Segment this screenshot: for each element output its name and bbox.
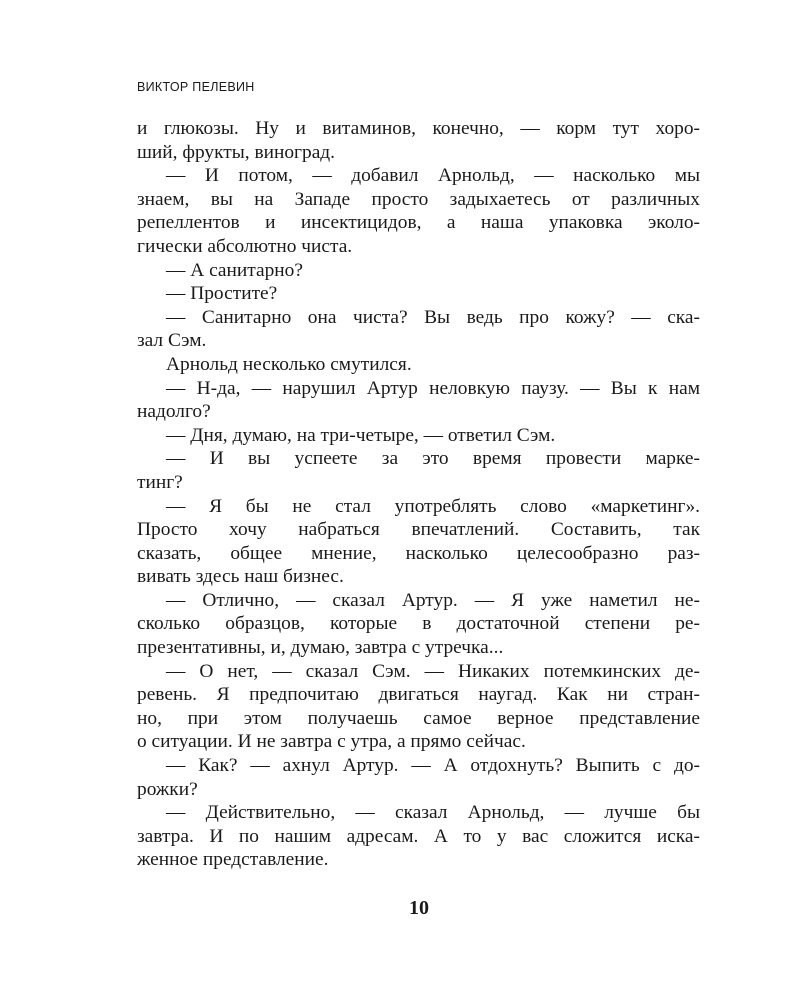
text-line: рожки? [137, 778, 198, 800]
text-line: вивать здесь наш бизнес. [137, 566, 344, 588]
text-line: — Действительно, — сказал Арнольд, — лучше бы [166, 802, 700, 824]
text-line: гически абсолютно чиста. [137, 235, 353, 257]
text-line: — И потом, — добавил Арнольд, — насколько мы [166, 165, 700, 187]
text-line: — Дня, думаю, на три-четыре, — ответил Сэм. [166, 424, 556, 446]
text-line: зал Сэм. [137, 330, 207, 352]
text-line: — Санитарно она чиста? Вы ведь про кожу? — ска- [166, 306, 700, 328]
text-line: презентативны, и, думаю, завтра с утречка... [137, 637, 504, 659]
text-line: надолго? [137, 401, 211, 423]
body-text [137, 117, 700, 872]
text-line: сказать, общее мнение, насколько целесообразно раз- [137, 542, 700, 564]
text-line: ревень. Я предпочитаю двигаться наугад. Как ни стран- [137, 684, 700, 706]
running-head: ВИКТОР ПЕЛЕВИН [137, 80, 255, 94]
text-line: — Отлично, — сказал Артур. — Я уже наметил не- [166, 589, 700, 611]
text-line: ший, фрукты, виноград. [137, 141, 336, 163]
text-line: — А санитарно? [166, 259, 303, 281]
text-line: — Я бы не стал употреблять слово «маркетинг». [166, 495, 700, 517]
text-line: — О нет, — сказал Сэм. — Никаких потемкинских де- [166, 660, 700, 682]
text-line: о ситуации. И не завтра с утра, а прямо сейчас. [137, 731, 526, 753]
text-line: Арнольд несколько смутился. [166, 353, 412, 375]
text-line: — Простите? [166, 283, 278, 305]
text-line: — Н-да, — нарушил Артур неловкую паузу. — Вы к нам [166, 377, 700, 399]
text-line: сколько образцов, которые в достаточной степени ре- [137, 613, 700, 635]
text-line: женное представление. [137, 849, 329, 871]
text-line: тинг? [137, 471, 183, 493]
text-line: но, при этом получаешь самое верное представление [137, 707, 700, 729]
text-line: знаем, вы на Западе просто задыхаетесь от различных [137, 188, 700, 210]
text-line: репеллентов и инсектицидов, а наша упаковка эколо- [137, 212, 700, 234]
text-line: Просто хочу набраться впечатлений. Составить, так [137, 519, 700, 541]
text-line: завтра. И по нашим адресам. А то у вас сложится иска- [137, 825, 700, 847]
page-number: 10 [409, 897, 429, 919]
text-line: — Как? — ахнул Артур. — А отдохнуть? Выпить с до- [166, 755, 700, 777]
text-line: и глюкозы. Ну и витаминов, конечно, — корм тут хоро- [137, 118, 700, 139]
text-line: — И вы успеете за это время провести марке- [166, 448, 700, 470]
